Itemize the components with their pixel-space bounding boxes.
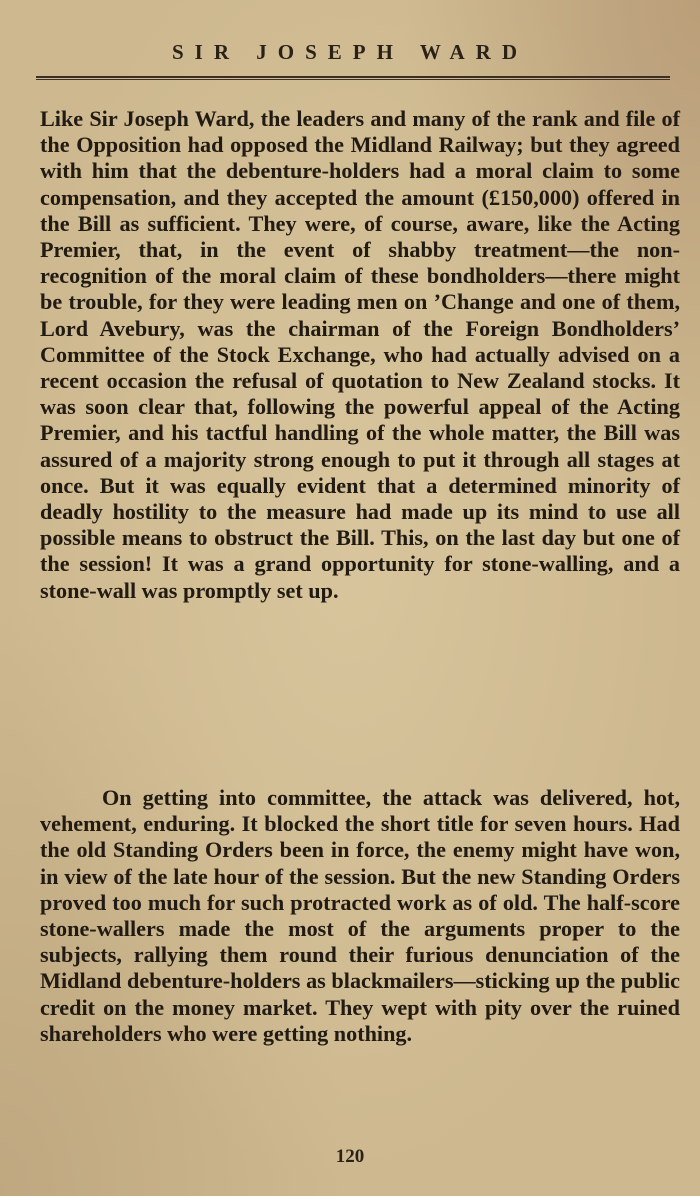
paragraph-1-block [40, 106, 680, 604]
paragraph-1: Like Sir Joseph Ward, the leaders and many of the rank and file of the Opposition had opposed the Midland Railway; but they agreed with him that the debenture-holders had a moral claim to some compensation, and they accepted the amount (£150,000) offered in the Bill as sufficient. They were, of course, aware, like the Acting Premier, that, in the event of shabby treatment—the non-recognition of the moral claim of these bondholders—there might be trouble, for they were leading men on ’Change and one of them, Lord Avebury, was the chairman of the Foreign Bondholders’ Committee of the Stock Exchange, who had actually advised on a recent occasion the refusal of quotation to New Zealand stocks. It was soon clear that, following the powerful appeal of the Acting Premier, and his tactful handling of the whole matter, the Bill was assured of a majority strong enough to put it through all stages at once. But it was equally evident that a determined minority of deadly hostility to the measure had made up its mind to use all possible means to obstruct the Bill. This, on the last day but one of the session! It was a grand opportunity for stone-walling, and a stone-wall was promptly set up. [40, 106, 680, 603]
paragraph-2-block [40, 785, 680, 1047]
running-head: SIR JOSEPH WARD [172, 40, 528, 64]
page-number: 120 [335, 1146, 365, 1167]
header-rule [36, 76, 670, 80]
paragraph-2: On getting into committee, the attack was delivered, hot, vehement, enduring. It blocked the short title for seven hours. Had the old Standing Orders been in force, the enemy might have won, in view of the late hour of the session. But the new Standing Orders proved too much for such protracted work as of old. The half-score stone-wallers made the most of the arguments proper to the subjects, rallying them round their furious denunciation of the Midland debenture-holders as blackmailers—sticking up the public credit on the money market. They wept with pity over the ruined shareholders who were getting nothing. [40, 785, 680, 1046]
